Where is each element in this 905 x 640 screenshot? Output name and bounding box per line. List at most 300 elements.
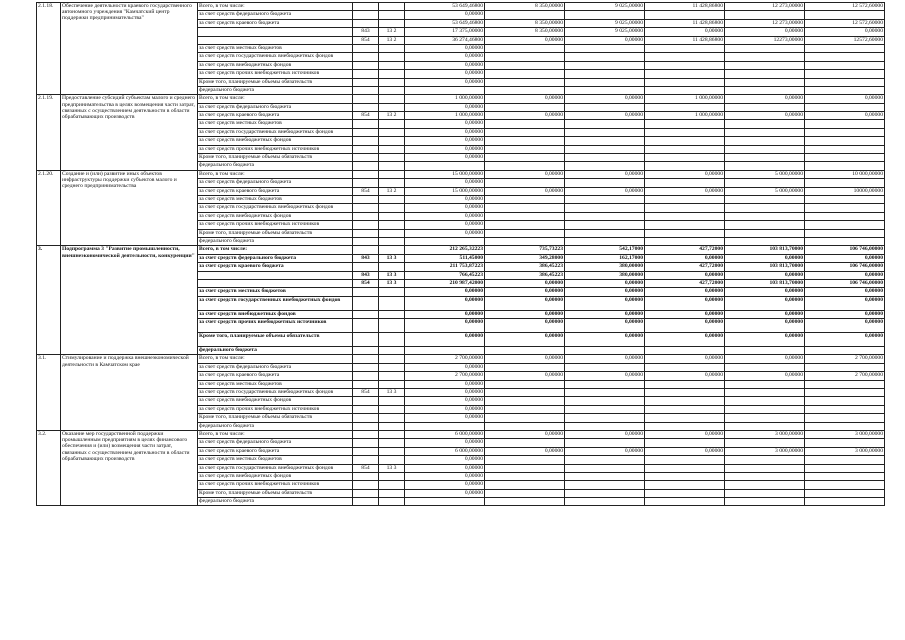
value-col-5	[805, 405, 885, 413]
value-col-2	[565, 489, 645, 497]
value-col-1: 0,00000	[485, 447, 565, 455]
ministry-code	[353, 333, 379, 347]
value-col-3: 427,72000	[645, 246, 725, 254]
value-col-1	[485, 128, 565, 136]
value-col-4	[725, 422, 805, 430]
value-col-3: 0,00000	[645, 254, 725, 262]
funding-source: Всего, в том числе:	[198, 3, 353, 11]
value-total: 0,00000	[405, 11, 485, 19]
value-col-4	[725, 464, 805, 472]
ministry-code	[353, 372, 379, 380]
funding-source: Кроме того, планируемые объемы обязательств	[198, 78, 353, 86]
funding-source: за счет средств краевого бюджета	[198, 372, 353, 380]
funding-source: за счет средств местных бюджетов	[198, 288, 353, 296]
ministry-code	[353, 430, 379, 438]
value-col-4: 5 000,00000	[725, 187, 805, 195]
value-col-4	[725, 154, 805, 162]
budget-table-sheet	[36, 2, 884, 506]
ministry-code	[353, 95, 379, 103]
value-col-3	[645, 389, 725, 397]
value-col-2: 0,00000	[565, 288, 645, 296]
ministry-code: 854	[353, 187, 379, 195]
value-col-2	[565, 221, 645, 229]
value-col-3	[645, 78, 725, 86]
funding-source: федерального бюджета	[198, 237, 353, 245]
program-code	[379, 170, 405, 178]
value-col-3: 1 000,00000	[645, 112, 725, 120]
value-col-4: 0,00000	[725, 288, 805, 296]
funding-source: федерального бюджета	[198, 422, 353, 430]
value-col-4: 103 813,70000	[725, 263, 805, 271]
value-col-3	[645, 229, 725, 237]
value-col-4: 0,00000	[725, 254, 805, 262]
value-total: 0,00000	[405, 120, 485, 128]
value-col-3: 427,72000	[645, 263, 725, 271]
value-col-5: 10000,00000	[805, 187, 885, 195]
row-number: 3.1.	[37, 355, 61, 431]
funding-source: федерального бюджета	[198, 86, 353, 94]
funding-source: Кроме того, планируемые объемы обязательств	[198, 489, 353, 497]
ministry-code	[353, 53, 379, 61]
value-col-5	[805, 389, 885, 397]
funding-source: за счет средств федерального бюджета	[198, 439, 353, 447]
value-col-4	[725, 481, 805, 489]
program-code	[379, 363, 405, 371]
value-col-4	[725, 489, 805, 497]
funding-source: Кроме того, планируемые объемы обязательств	[198, 333, 353, 347]
ministry-code	[353, 237, 379, 245]
value-col-3	[645, 472, 725, 480]
value-col-4	[725, 414, 805, 422]
value-col-2	[565, 137, 645, 145]
value-col-2: 162,17000	[565, 254, 645, 262]
value-col-2	[565, 414, 645, 422]
funding-source: за счет средств внебюджетных фондов	[198, 472, 353, 480]
value-col-5: 12 572,60000	[805, 19, 885, 27]
value-col-5	[805, 422, 885, 430]
program-code	[379, 372, 405, 380]
activity-name: Обеспечение деятельности краевого государственного автономного учреждения "Камчатский центр поддержки предпринимательства"	[61, 3, 198, 95]
value-col-5: 106 746,00000	[805, 263, 885, 271]
value-col-4	[725, 498, 805, 506]
value-col-3: 0,00000	[645, 372, 725, 380]
value-total: 0,00000	[405, 61, 485, 69]
value-col-3: 11 428,86800	[645, 19, 725, 27]
funding-source	[198, 271, 353, 279]
value-col-2: 0,00000	[565, 372, 645, 380]
ministry-code	[353, 498, 379, 506]
value-col-3	[645, 405, 725, 413]
program-code	[379, 212, 405, 220]
program-code	[379, 128, 405, 136]
funding-source: за счет средств краевого бюджета	[198, 447, 353, 455]
value-col-2	[565, 456, 645, 464]
value-total: 0,00000	[405, 145, 485, 153]
ministry-code	[353, 397, 379, 405]
value-total: 0,00000	[405, 363, 485, 371]
value-col-2	[565, 162, 645, 170]
value-col-1	[485, 464, 565, 472]
funding-source: за счет средств федерального бюджета	[198, 254, 353, 262]
table-row	[37, 170, 885, 178]
value-col-1: 0,00000	[485, 430, 565, 438]
value-col-2	[565, 44, 645, 52]
funding-source: за счет средств местных бюджетов	[198, 456, 353, 464]
funding-source: Всего, в том числе:	[198, 170, 353, 178]
value-col-3	[645, 212, 725, 220]
value-col-5	[805, 347, 885, 355]
value-col-4: 0,00000	[725, 319, 805, 333]
value-col-4	[725, 103, 805, 111]
value-col-4: 103 813,70000	[725, 279, 805, 287]
value-col-2	[565, 145, 645, 153]
value-col-5	[805, 120, 885, 128]
activity-name: Подпрограмма 3 "Развитие промышленности, внешнеэкономической деятельности, конкуренции"	[61, 246, 198, 355]
value-col-2: 0,00000	[565, 319, 645, 333]
value-col-3	[645, 237, 725, 245]
value-col-2: 0,00000	[565, 355, 645, 363]
ministry-code	[353, 447, 379, 455]
program-code	[379, 439, 405, 447]
value-col-1	[485, 179, 565, 187]
ministry-code	[353, 489, 379, 497]
value-col-5	[805, 137, 885, 145]
value-col-5	[805, 78, 885, 86]
value-col-2: 0,00000	[565, 430, 645, 438]
value-col-4: 12 273,00000	[725, 19, 805, 27]
value-col-1: 8 350,00000	[485, 19, 565, 27]
value-col-5: 12572,60000	[805, 36, 885, 44]
value-col-4	[725, 145, 805, 153]
value-col-5	[805, 44, 885, 52]
activity-name: Оказание мер государственной поддержки промышленным предприятиям в целях финансового обеспечения и (или) возмещения части затрат, связанных с осуществлением деятельности в области обрабатывающих производств	[61, 430, 198, 506]
program-code	[379, 11, 405, 19]
value-col-3	[645, 86, 725, 94]
value-total: 0,00000	[405, 137, 485, 145]
value-col-5	[805, 221, 885, 229]
value-total: 0,00000	[405, 464, 485, 472]
value-col-3: 0,00000	[645, 430, 725, 438]
value-col-5	[805, 456, 885, 464]
value-col-5	[805, 128, 885, 136]
value-col-4	[725, 53, 805, 61]
value-col-3: 0,00000	[645, 333, 725, 347]
value-col-5	[805, 237, 885, 245]
ministry-code	[353, 44, 379, 52]
value-col-2	[565, 212, 645, 220]
value-col-1	[485, 61, 565, 69]
value-col-3	[645, 145, 725, 153]
value-col-2: 0,00000	[565, 112, 645, 120]
value-col-1	[485, 237, 565, 245]
value-col-4	[725, 363, 805, 371]
value-col-1	[485, 405, 565, 413]
value-col-3: 0,00000	[645, 187, 725, 195]
value-col-3	[645, 464, 725, 472]
ministry-code	[353, 405, 379, 413]
value-col-2	[565, 53, 645, 61]
funding-source	[198, 279, 353, 287]
value-col-1	[485, 363, 565, 371]
value-col-1	[485, 212, 565, 220]
value-total	[405, 347, 485, 355]
funding-source: за счет средств местных бюджетов	[198, 380, 353, 388]
value-col-3	[645, 137, 725, 145]
funding-source: за счет средств государственных внебюджетных фондов	[198, 296, 353, 310]
value-col-4	[725, 120, 805, 128]
ministry-code: 854	[353, 36, 379, 44]
row-number: 2.1.20.	[37, 170, 61, 246]
program-code	[379, 221, 405, 229]
value-col-5	[805, 481, 885, 489]
value-col-5: 12 572,60000	[805, 3, 885, 11]
value-total: 766,45223	[405, 271, 485, 279]
ministry-code	[353, 195, 379, 203]
value-col-3	[645, 221, 725, 229]
value-total: 212 265,32223	[405, 246, 485, 254]
value-col-5: 106 746,00000	[805, 279, 885, 287]
ministry-code: 843	[353, 271, 379, 279]
value-col-5: 0,00000	[805, 319, 885, 333]
funding-source: федерального бюджета	[198, 347, 353, 355]
value-total	[405, 86, 485, 94]
row-number: 2.1.19.	[37, 95, 61, 171]
funding-source: за счет средств внебюджетных фондов	[198, 310, 353, 318]
value-col-4: 0,00000	[725, 271, 805, 279]
program-code	[379, 333, 405, 347]
program-code	[379, 44, 405, 52]
value-col-4	[725, 204, 805, 212]
ministry-code	[353, 246, 379, 254]
value-col-4: 3 000,00000	[725, 447, 805, 455]
funding-source: за счет средств краевого бюджета	[198, 263, 353, 271]
value-col-5: 0,00000	[805, 95, 885, 103]
value-col-5	[805, 229, 885, 237]
value-col-3: 11 428,86800	[645, 36, 725, 44]
value-col-1: 386,45223	[485, 263, 565, 271]
funding-source: за счет средств местных бюджетов	[198, 195, 353, 203]
funding-source: за счет средств прочих внебюджетных источников	[198, 145, 353, 153]
value-col-2	[565, 70, 645, 78]
value-col-3: 1 000,00000	[645, 95, 725, 103]
funding-source: Всего, в том числе:	[198, 95, 353, 103]
value-col-2: 0,00000	[565, 296, 645, 310]
ministry-code	[353, 355, 379, 363]
value-col-1	[485, 397, 565, 405]
ministry-code	[353, 179, 379, 187]
value-col-1	[485, 481, 565, 489]
value-col-1: 386,45223	[485, 271, 565, 279]
value-col-5: 0,00000	[805, 296, 885, 310]
program-code	[379, 422, 405, 430]
row-number: 3.	[37, 246, 61, 355]
value-total: 0,00000	[405, 44, 485, 52]
value-total: 210 987,42000	[405, 279, 485, 287]
program-code	[379, 103, 405, 111]
funding-source: за счет средств государственных внебюджетных фондов	[198, 389, 353, 397]
value-col-5: 2 700,00000	[805, 372, 885, 380]
value-col-3	[645, 120, 725, 128]
value-col-2	[565, 363, 645, 371]
value-col-5	[805, 11, 885, 19]
ministry-code	[353, 422, 379, 430]
table-row	[37, 246, 885, 254]
value-total: 53 649,46800	[405, 3, 485, 11]
funding-source: за счет средств прочих внебюджетных источников	[198, 481, 353, 489]
value-col-5	[805, 439, 885, 447]
funding-source: за счет средств внебюджетных фондов	[198, 212, 353, 220]
value-col-5	[805, 380, 885, 388]
value-col-5	[805, 70, 885, 78]
value-col-2: 380,00000	[565, 263, 645, 271]
value-col-1	[485, 456, 565, 464]
value-col-1	[485, 347, 565, 355]
value-col-4	[725, 397, 805, 405]
value-col-1	[485, 86, 565, 94]
value-total: 0,00000	[405, 103, 485, 111]
value-col-3	[645, 489, 725, 497]
program-code	[379, 414, 405, 422]
value-col-3: 0,00000	[645, 310, 725, 318]
value-col-1: 0,00000	[485, 288, 565, 296]
ministry-code: 854	[353, 389, 379, 397]
program-code: 13 2	[379, 187, 405, 195]
value-col-2	[565, 397, 645, 405]
value-col-5	[805, 162, 885, 170]
ministry-code	[353, 137, 379, 145]
value-col-1: 0,00000	[485, 36, 565, 44]
value-total: 6 000,00000	[405, 430, 485, 438]
value-col-1: 735,73223	[485, 246, 565, 254]
value-col-2	[565, 128, 645, 136]
value-col-5	[805, 414, 885, 422]
value-col-4: 12 273,00000	[725, 3, 805, 11]
value-col-1	[485, 145, 565, 153]
value-col-4: 0,00000	[725, 95, 805, 103]
value-col-3	[645, 162, 725, 170]
program-code	[379, 319, 405, 333]
value-col-3	[645, 363, 725, 371]
program-code	[379, 95, 405, 103]
value-total: 0,00000	[405, 489, 485, 497]
value-col-3	[645, 380, 725, 388]
value-col-1	[485, 422, 565, 430]
value-col-4	[725, 212, 805, 220]
value-col-2: 9 025,00000	[565, 28, 645, 36]
value-col-5: 0,00000	[805, 310, 885, 318]
value-total: 211 753,87223	[405, 263, 485, 271]
value-col-4: 0,00000	[725, 296, 805, 310]
value-col-3: 11 428,86800	[645, 3, 725, 11]
value-col-5	[805, 464, 885, 472]
program-code	[379, 481, 405, 489]
value-col-3: 0,00000	[645, 170, 725, 178]
ministry-code: 843	[353, 254, 379, 262]
value-total: 1 000,00000	[405, 95, 485, 103]
value-col-5	[805, 53, 885, 61]
value-col-2: 0,00000	[565, 170, 645, 178]
value-col-2	[565, 229, 645, 237]
ministry-code	[353, 310, 379, 318]
value-total: 15 000,00000	[405, 187, 485, 195]
value-total: 0,00000	[405, 128, 485, 136]
program-code	[379, 296, 405, 310]
value-col-4	[725, 86, 805, 94]
value-col-1	[485, 70, 565, 78]
value-col-2	[565, 347, 645, 355]
value-col-4: 0,00000	[725, 333, 805, 347]
value-col-4: 0,00000	[725, 112, 805, 120]
value-col-2	[565, 78, 645, 86]
funding-source: за счет средств внебюджетных фондов	[198, 397, 353, 405]
value-total: 17 375,00000	[405, 28, 485, 36]
value-total: 6 000,00000	[405, 447, 485, 455]
value-total: 0,00000	[405, 310, 485, 318]
value-col-1	[485, 489, 565, 497]
ministry-code	[353, 414, 379, 422]
value-col-2	[565, 472, 645, 480]
program-code	[379, 229, 405, 237]
value-col-5	[805, 363, 885, 371]
ministry-code	[353, 3, 379, 11]
value-col-5: 0,00000	[805, 112, 885, 120]
program-code	[379, 179, 405, 187]
value-col-2: 0,00000	[565, 279, 645, 287]
value-col-4	[725, 128, 805, 136]
ministry-code	[353, 103, 379, 111]
value-col-4	[725, 229, 805, 237]
value-col-1	[485, 120, 565, 128]
value-total: 0,00000	[405, 481, 485, 489]
activity-name: Стимулирование и поддержка внешнеэкономической деятельности в Камчатском крае	[61, 355, 198, 431]
row-number: 3.2.	[37, 430, 61, 506]
value-total: 0,00000	[405, 397, 485, 405]
program-code	[379, 162, 405, 170]
funding-source	[198, 36, 353, 44]
value-col-3: 0,00000	[645, 319, 725, 333]
value-total: 0,00000	[405, 456, 485, 464]
table-row	[37, 355, 885, 363]
value-col-2: 0,00000	[565, 36, 645, 44]
program-code: 13 3	[379, 279, 405, 287]
value-col-4: 5 000,00000	[725, 170, 805, 178]
value-col-2	[565, 498, 645, 506]
value-col-3	[645, 103, 725, 111]
ministry-code	[353, 61, 379, 69]
value-col-5	[805, 154, 885, 162]
value-col-2: 0,00000	[565, 95, 645, 103]
value-col-2	[565, 11, 645, 19]
ministry-code	[353, 288, 379, 296]
value-col-2	[565, 389, 645, 397]
ministry-code: 854	[353, 464, 379, 472]
value-col-3	[645, 11, 725, 19]
value-col-4: 103 813,70000	[725, 246, 805, 254]
value-col-1: 0,00000	[485, 187, 565, 195]
value-col-1	[485, 389, 565, 397]
program-code: 13 2	[379, 36, 405, 44]
value-col-2	[565, 237, 645, 245]
funding-source: за счет средств краевого бюджета	[198, 19, 353, 27]
value-total: 0,00000	[405, 179, 485, 187]
value-col-1	[485, 221, 565, 229]
program-code	[379, 380, 405, 388]
value-col-1	[485, 154, 565, 162]
value-col-2	[565, 422, 645, 430]
value-col-3	[645, 422, 725, 430]
value-total: 0,00000	[405, 333, 485, 347]
funding-source: федерального бюджета	[198, 498, 353, 506]
